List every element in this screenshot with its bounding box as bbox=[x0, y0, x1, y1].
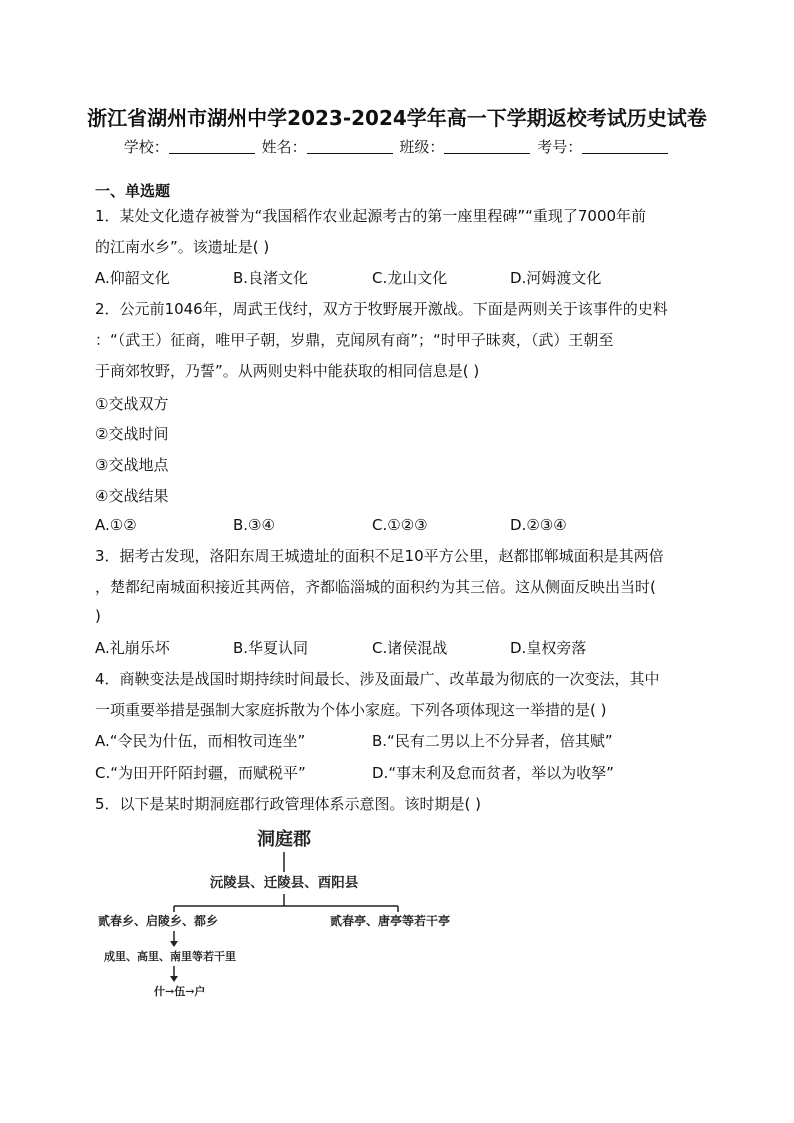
diagram-right-branch: 贰春亭、唐亭等若干亭 bbox=[330, 914, 451, 928]
q3-option-d[interactable]: D.皇权旁落 bbox=[510, 639, 587, 657]
q1-option-c[interactable]: C.龙山文化 bbox=[372, 269, 448, 287]
q4-option-a[interactable]: A.“令民为什伍，而相牧司连坐” bbox=[95, 732, 306, 750]
q3-option-a[interactable]: A.礼崩乐坏 bbox=[95, 639, 170, 657]
name-blank[interactable] bbox=[307, 139, 393, 154]
q2-option-a[interactable]: A.①② bbox=[95, 516, 137, 534]
q3-line-2: ，楚都纪南城面积接近其两倍，齐都临淄城的面积约为其三倍。这从侧面反映出当时( bbox=[95, 578, 656, 596]
exam-number-blank[interactable] bbox=[582, 139, 668, 154]
q3-line-1: 3．据考古发现，洛阳东周王城遗址的面积不足10平方公里，赵都邯郸城面积是其两倍 bbox=[95, 547, 664, 565]
q3-option-b[interactable]: B.华夏认同 bbox=[233, 639, 309, 657]
section-heading: 一、单选题 bbox=[95, 182, 171, 200]
diagram-counties: 沅陵县、迁陵县、酉阳县 bbox=[209, 875, 359, 891]
q2-line-3: 于商郊牧野，乃誓”。从两则史料中能获取的相同信息是( ) bbox=[95, 362, 480, 380]
q4-line-2: 一项重要举措是强制大家庭拆散为个体小家庭。下列各项体现这一举措的是( ) bbox=[95, 701, 607, 719]
class-blank[interactable] bbox=[444, 139, 530, 154]
admin-hierarchy-diagram bbox=[90, 822, 490, 1012]
student-info-row bbox=[0, 136, 794, 157]
q2-option-d[interactable]: D.②③④ bbox=[510, 516, 567, 534]
exam-number-label: 考号： bbox=[537, 138, 583, 156]
q4-line-1: 4．商鞅变法是战国时期持续时间最长、涉及面最广、改革最为彻底的一次变法，其中 bbox=[95, 670, 660, 688]
q2-item-3: ③交战地点 bbox=[95, 456, 169, 474]
class-label: 班级： bbox=[399, 138, 445, 156]
q3-line-3: ) bbox=[95, 607, 101, 625]
q2-line-2: ：“（武王）征商，唯甲子朝，岁鼎，克闻夙有商”；“时甲子昧爽，（武）王朝至 bbox=[95, 331, 614, 349]
diagram-bottom: 什→伍→户 bbox=[154, 985, 206, 998]
exam-title: 浙江省湖州市湖州中学2023-2024学年高一下学期返校考试历史试卷 bbox=[87, 106, 707, 130]
diagram-arrowhead bbox=[170, 941, 178, 947]
q4-option-b[interactable]: B.“民有二男以上不分异者，倍其赋” bbox=[372, 732, 613, 750]
q1-option-b[interactable]: B.良渚文化 bbox=[233, 269, 309, 287]
diagram-arrowhead bbox=[170, 976, 178, 982]
diagram-left-branch: 贰春乡、启陵乡、都乡 bbox=[98, 914, 219, 928]
q2-option-c[interactable]: C.①②③ bbox=[372, 516, 428, 534]
q4-option-d[interactable]: D.“事末利及怠而贫者，举以为收孥” bbox=[372, 764, 614, 782]
diagram-villages: 成里、高里、南里等若干里 bbox=[104, 950, 236, 963]
q3-option-c[interactable]: C.诸侯混战 bbox=[372, 639, 448, 657]
q1-option-d[interactable]: D.河姆渡文化 bbox=[510, 269, 602, 287]
q2-item-2: ②交战时间 bbox=[95, 425, 169, 443]
school-blank[interactable] bbox=[169, 139, 255, 154]
q2-item-4: ④交战结果 bbox=[95, 487, 169, 505]
q2-item-1: ①交战双方 bbox=[95, 395, 169, 413]
q1-line-1: 1．某处文化遗存被誉为“我国稻作农业起源考古的第一座里程碑”“重现了7000年前 bbox=[95, 207, 647, 225]
q1-line-2: 的江南水乡”。该遗址是( ) bbox=[95, 238, 270, 256]
name-label: 姓名： bbox=[261, 138, 307, 156]
school-label: 学校： bbox=[123, 138, 169, 156]
q1-option-a[interactable]: A.仰韶文化 bbox=[95, 269, 170, 287]
q2-option-b[interactable]: B.③④ bbox=[233, 516, 275, 534]
q5-line-1: 5．以下是某时期洞庭郡行政管理体系示意图。该时期是( ) bbox=[95, 795, 482, 813]
q2-line-1: 2．公元前1046年，周武王伐纣，双方于牧野展开激战。下面是两则关于该事件的史料 bbox=[95, 300, 668, 318]
diagram-top: 洞庭郡 bbox=[257, 829, 311, 850]
q4-option-c[interactable]: C.“为田开阡陌封疆，而赋税平” bbox=[95, 764, 306, 782]
